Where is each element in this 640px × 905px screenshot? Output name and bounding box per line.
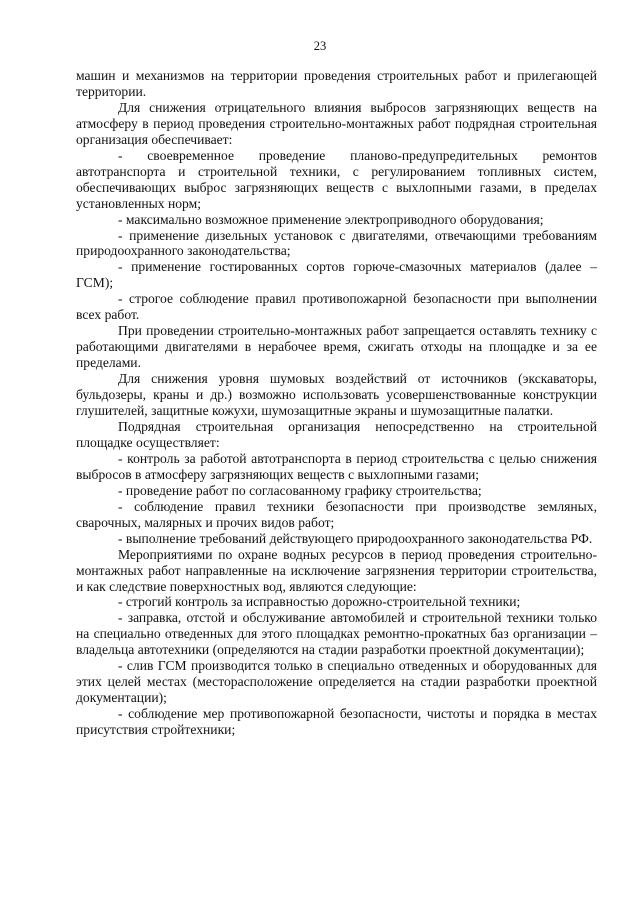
list-item: - строгий контроль за исправностью дорожно-строительной техники; [118, 594, 521, 610]
paragraph-continuation: машин и механизмов на территории проведения строительных работ и прилегающей территории. [76, 68, 597, 99]
paragraph: Для снижения уровня шумовых воздействий от источников (экскаваторы, бульдозеры, краны и др.) возможно использовать усовершенствованные конструкции глушителей, защитные кожухи, шумозащитные экраны и шумозащитные палатки. [76, 371, 597, 419]
paragraph: Подрядная строительная организация непосредственно на строительной площадке осуществляет: [76, 418, 597, 450]
list-item: - применение гостированных сортов горюче-смазочных материалов (далее – ГСМ); [76, 259, 597, 291]
list-item: - соблюдение мер противопожарной безопасности, чистоты и порядка в местах присутствия стройтехники; [76, 706, 597, 738]
document-body [76, 68, 597, 738]
list-item: - проведение работ по согласованному графику строительства; [118, 482, 482, 498]
list-item: - максимально возможное применение электроприводного оборудования; [118, 211, 544, 227]
list-item: - своевременное проведение планово-предупредительных ремонтов автотранспорта и строительной техники, с регулированием топливных систем, обеспечивающих выброс загрязняющих веществ с выхлопными газами, в пределах установленных норм; [76, 147, 597, 211]
paragraph: Мероприятиями по охране водных ресурсов в период проведения строительно-монтажных работ направленные на исключение загрязнения территории строительства, и как следствие поверхностных вод, являются следующие: [76, 546, 597, 594]
list-item: - слив ГСМ производится только в специально отведенных и оборудованных для этих целей местах (месторасположение определяется на стадии разработки проектной документации); [76, 658, 597, 706]
list-item: - выполнение требований действующего природоохранного законодательства РФ. [118, 530, 593, 546]
paragraph: При проведении строительно-монтажных работ запрещается оставлять технику с работающими двигателями в нерабочее время, сжигать отходы на площадке и за ее пределами. [76, 323, 597, 371]
page-number: 23 [313, 39, 327, 53]
list-item: - строгое соблюдение правил противопожарной безопасности при выполнении всех работ. [76, 291, 597, 323]
list-item: - контроль за работой автотранспорта в период строительства с целью снижения выбросов в атмосферу загрязняющих веществ с выхлопными газами; [76, 450, 597, 482]
list-item: - соблюдение правил техники безопасности при производстве земляных, сварочных, малярных и прочих видов работ; [76, 498, 597, 530]
list-item: - заправка, отстой и обслуживание автомобилей и строительной техники только на специально отведенных для этого площадках ремонтно-прокатных баз организации – владельца автотехники (определяются на стадии разработки проектной документации); [76, 610, 597, 658]
paragraph: Для снижения отрицательного влияния выбросов загрязняющих веществ на атмосферу в период проведения строительно-монтажных работ подрядная строительная организация обеспечивает: [76, 99, 597, 147]
list-item: - применение дизельных установок с двигателями, отвечающими требованиям природоохранного законодательства; [76, 227, 597, 259]
